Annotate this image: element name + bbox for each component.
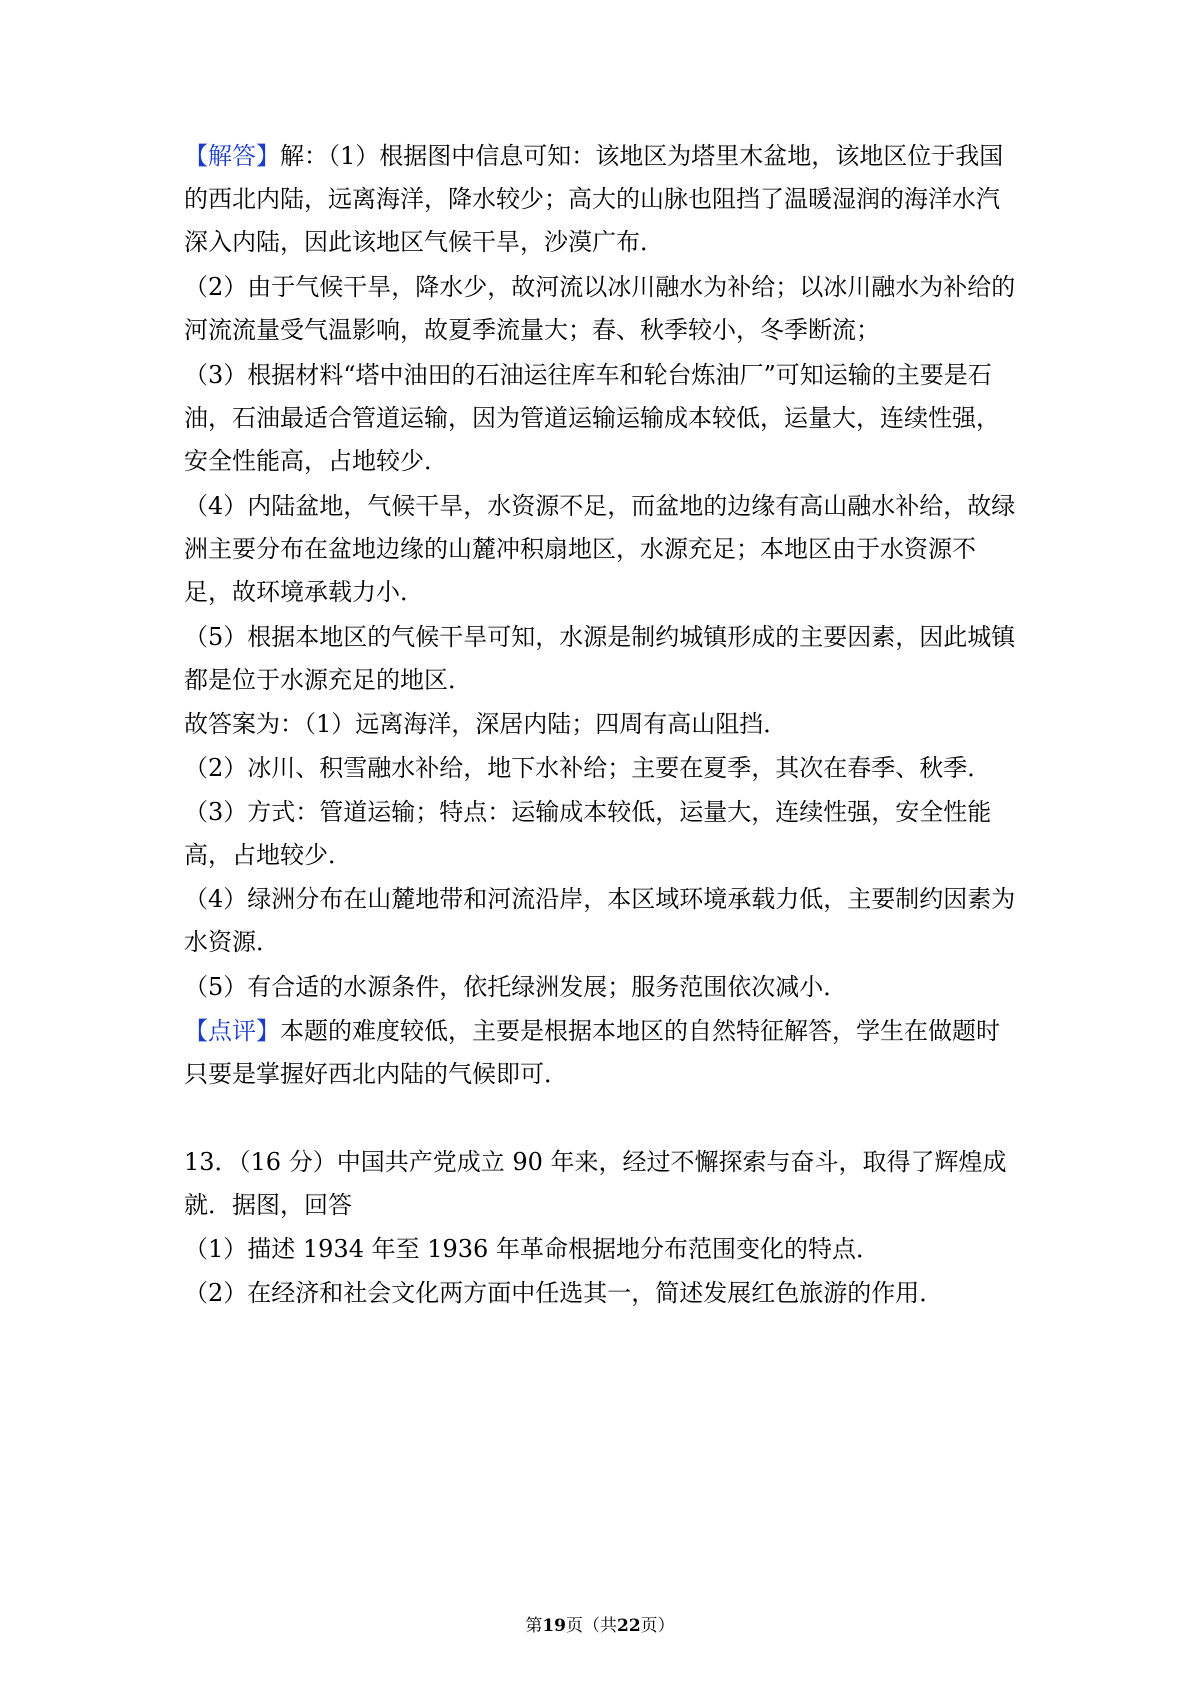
answer-line-7: 油，石油最适合管道运输，因为管道运输运输成本较低，运量大，连续性强， [184,404,1000,432]
answer-line-4: （2）由于气候干旱，降水少，故河流以冰川融水为补给；以冰川融水为补给的 [184,273,1016,301]
answer-line-14: 故答案为：（1）远离海洋，深居内陆；四周有高山阻挡． [184,710,788,738]
answer-line-9: （4）内陆盆地，气候干旱，水资源不足，而盆地的边缘有高山融水补给，故绿 [184,492,1016,520]
answer-tag: 【解答】 [184,142,280,170]
answer-line-11: 足，故环境承载力小． [184,578,424,606]
answer-line-18: （4）绿洲分布在山麓地带和河流沿岸，本区域环境承载力低，主要制约因素为 [184,885,1016,913]
footer-prefix: 第 [525,1616,543,1636]
answer-line-1: 【解答】解：（1）根据图中信息可知：该地区为塔里木盆地，该地区位于我国 [184,142,1004,170]
answer-line-12: （5）根据本地区的气候干旱可知，水源是制约城镇形成的主要因素，因此城镇 [184,623,1016,651]
question-13-line-3: （1）描述 1934 年至 1936 年革命根据地分布范围变化的特点． [184,1235,880,1263]
footer-total-pages: 22 [617,1616,641,1636]
answer-line-5: 河流流量受气温影响，故夏季流量大；春、秋季较小，冬季断流； [184,316,880,344]
answer-line-19: 水资源． [184,928,280,956]
answer-line-8: 安全性能高，占地较少． [184,447,448,475]
answer-line-10: 洲主要分布在盆地边缘的山麓冲积扇地区，水源充足；本地区由于水资源不 [184,535,976,563]
question-13-line-2: 就．据图，回答 [184,1191,352,1219]
question-13-line-1: 13．（16 分）中国共产党成立 90 年来，经过不懈探索与奋斗，取得了辉煌成 [184,1148,1007,1176]
question-13-line-4: （2）在经济和社会文化两方面中任选其一，简述发展红色旅游的作用． [184,1279,944,1307]
answer-line-3: 深入内陆，因此该地区气候干旱，沙漠广布． [184,228,664,256]
answer-line-13: 都是位于水源充足的地区． [184,666,472,694]
answer-line-20: （5）有合适的水源条件，依托绿洲发展；服务范围依次减小． [184,973,848,1001]
answer-line-6: （3）根据材料“塔中油田的石油运往库车和轮台炼油厂”可知运输的主要是石 [184,361,992,389]
review-line-2: 只要是掌握好西北内陆的气候即可． [184,1060,568,1088]
page-footer [0,1615,1200,1637]
answer-line-16: （3）方式：管道运输；特点：运输成本较低，运量大，连续性强，安全性能 [184,798,992,826]
answer-line-15: （2）冰川、积雪融水补给，地下水补给；主要在夏季，其次在春季、秋季． [184,754,992,782]
footer-middle: 页（共 [566,1616,617,1636]
review-line-1: 【点评】本题的难度较低，主要是根据本地区的自然特征解答，学生在做题时 [184,1017,1000,1045]
footer-page-number: 19 [542,1616,566,1636]
review-tag: 【点评】 [184,1017,280,1045]
footer-suffix: 页） [640,1616,675,1636]
answer-line-17: 高，占地较少． [184,841,352,869]
answer-line-2: 的西北内陆，远离海洋，降水较少；高大的山脉也阻挡了温暖湿润的海洋水汽 [184,185,1000,213]
